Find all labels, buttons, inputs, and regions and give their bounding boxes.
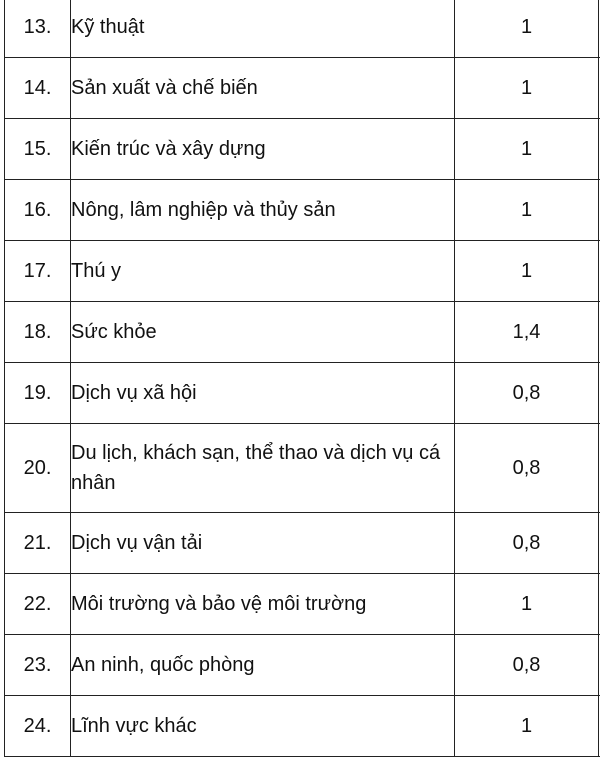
field-name: Kỹ thuật [71, 0, 455, 58]
row-number: 17. [5, 241, 71, 302]
table-row [5, 363, 600, 424]
row-number: 18. [5, 302, 71, 363]
coefficient-value: 0,8 [455, 424, 599, 513]
field-name: Lĩnh vực khác [71, 696, 455, 757]
table-row [5, 0, 600, 58]
table-row [5, 635, 600, 696]
coefficient-value: 0,8 [455, 363, 599, 424]
row-number: 13. [5, 0, 71, 58]
coefficient-value: 1 [455, 241, 599, 302]
field-name: Sản xuất và chế biến [71, 58, 455, 119]
coefficient-value: 1 [455, 574, 599, 635]
table-row [5, 574, 600, 635]
row-number: 23. [5, 635, 71, 696]
field-name: An ninh, quốc phòng [71, 635, 455, 696]
table-row [5, 302, 600, 363]
coefficient-value: 1 [455, 0, 599, 58]
table-row [5, 696, 600, 757]
coefficient-value: 1 [455, 696, 599, 757]
field-name: Dịch vụ vận tải [71, 513, 455, 574]
coefficient-value: 1 [455, 180, 599, 241]
field-name: Môi trường và bảo vệ môi trường [71, 574, 455, 635]
field-name: Thú y [71, 241, 455, 302]
field-name: Nông, lâm nghiệp và thủy sản [71, 180, 455, 241]
row-number: 20. [5, 424, 71, 513]
row-number: 15. [5, 119, 71, 180]
coefficient-value: 0,8 [455, 513, 599, 574]
row-number: 22. [5, 574, 71, 635]
field-name: Sức khỏe [71, 302, 455, 363]
row-number: 19. [5, 363, 71, 424]
field-name: Kiến trúc và xây dựng [71, 119, 455, 180]
field-name: Du lịch, khách sạn, thể thao và dịch vụ cá nhân [71, 424, 455, 513]
table-row [5, 119, 600, 180]
field-name: Dịch vụ xã hội [71, 363, 455, 424]
coefficient-value: 1 [455, 119, 599, 180]
table-row [5, 424, 600, 513]
row-number: 24. [5, 696, 71, 757]
coefficient-value: 1,4 [455, 302, 599, 363]
coefficient-value: 0,8 [455, 635, 599, 696]
table-row [5, 241, 600, 302]
row-number: 14. [5, 58, 71, 119]
table-row [5, 180, 600, 241]
row-number: 16. [5, 180, 71, 241]
row-number: 21. [5, 513, 71, 574]
coefficient-value: 1 [455, 58, 599, 119]
table-row [5, 58, 600, 119]
coefficient-table [4, 0, 600, 757]
table-row [5, 513, 600, 574]
